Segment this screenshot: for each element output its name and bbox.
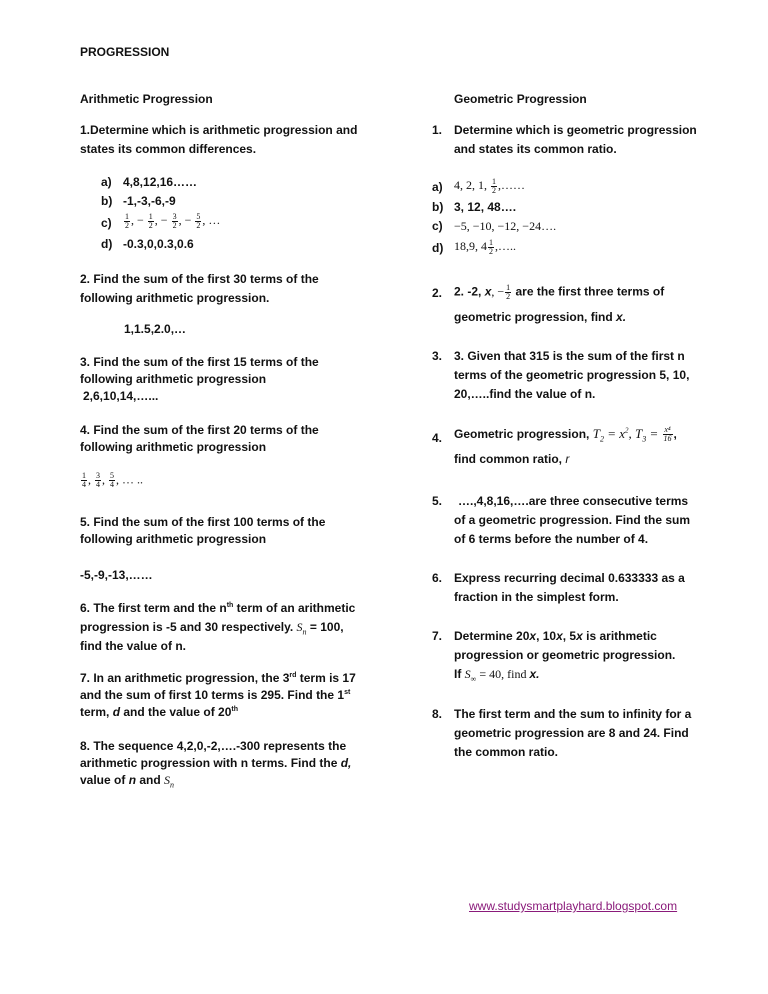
right-question-4: 4. Geometric progression, $T_2 = x^2$, $T_3$ = $\frac{\text{x⁴}}{16}$ , find common ratio, r <box>432 425 677 466</box>
right-question-3: 3. 3. Given that 315 is the sum of the first n terms of the geometric progression 5, 10, 20,…..find the value of n. <box>432 349 690 401</box>
left-question-2: 2. Find the sum of the first 30 terms of the following arithmetic progression. <box>80 272 319 305</box>
left-q5-sequence: -5,-9,-13,…… <box>80 568 153 582</box>
right-q1-option-c: c) −5, −10, −12, −24…. <box>432 219 557 233</box>
right-q1-option-a: a) 4, 2, 1, $\frac{1}{2}$ ,…… <box>432 176 525 195</box>
left-q1-option-a: a) 4,8,12,16…… <box>101 175 198 189</box>
right-q1-option-d: d) 18,9, 4 $\frac{1}{2}$ ,….. <box>432 237 516 256</box>
right-question-8: 8. The first term and the sum to infinity for a geometric progression are 8 and 24. Find the common ratio. <box>432 707 692 759</box>
left-q4-sequence: $\frac{1}{4}$ , $\frac{3}{4}$ , $\frac{5}{4}$ , … .. <box>82 471 143 489</box>
left-q1-option-b: b) -1,-3,-6,-9 <box>101 194 176 208</box>
arithmetic-heading: Arithmetic Progression <box>80 92 213 106</box>
left-question-8: 8. The sequence 4,2,0,-2,….-300 represents the arithmetic progression with n terms. Find the d, value of n and $S_n$ <box>80 739 352 790</box>
page-title: PROGRESSION <box>80 45 170 59</box>
left-question-5: 5. Find the sum of the first 100 terms of the following arithmetic progression <box>80 515 326 546</box>
blog-link[interactable]: www.studysmartplayhard.blogspot.com <box>469 899 678 913</box>
left-question-6: 6. The first term and the $n^{th}$ term of an arithmetic progression is -5 and 30 respectively. $S_n = 100$, find the value of n. <box>80 601 356 653</box>
right-question-6: 6. Express recurring decimal 0.633333 as a fraction in the simplest form. <box>432 571 685 604</box>
right-question-2: 2. 2. -2, x, − $\frac{1}{2}$ are the first three terms of geometric progression, find x. <box>432 283 665 324</box>
left-q1-options <box>101 173 241 254</box>
left-q1-option-d: d) -0.3,0,0.3,0.6 <box>101 237 194 251</box>
left-q2-sequence: 1,1.5,2.0,… <box>124 322 187 336</box>
left-question-3: 3. Find the sum of the first 15 terms of the following arithmetic progression 2,6,10,14,…... <box>80 355 319 403</box>
right-q1-options <box>432 176 632 259</box>
left-question-7: 7. In an arithmetic progression, the 3rd term is 17 and the sum of first 10 terms is 295. Find the 1st term, d and the value of 20th <box>80 671 356 719</box>
left-question-4: 4. Find the sum of the first 20 terms of the following arithmetic progression <box>80 423 319 454</box>
right-question-5: 5. ….,4,8,16,….are three consecutive terms of a geometric progression. Find the sum of 6 terms before the number of 4. <box>432 494 691 546</box>
left-q1-option-c: c) $\frac{1}{2}$ , − $\frac{1}{2}$ , − $\frac{3}{2}$ , − $\frac{5}{2}$ , … <box>101 211 221 230</box>
geometric-heading: Geometric Progression <box>454 92 587 106</box>
right-question-7: 7. Determine 20x, 10x, 5x is arithmetic progression or geometric progression. If $S_\infty = 40$, find x. <box>432 629 676 684</box>
right-question-1: 1. Determine which is geometric progression and states its common ratio. <box>432 123 697 156</box>
left-question-1: 1.Determine which is arithmetic progression and states its common differences. <box>80 123 358 156</box>
right-q1-option-b: b) 3, 12, 48…. <box>432 200 517 214</box>
